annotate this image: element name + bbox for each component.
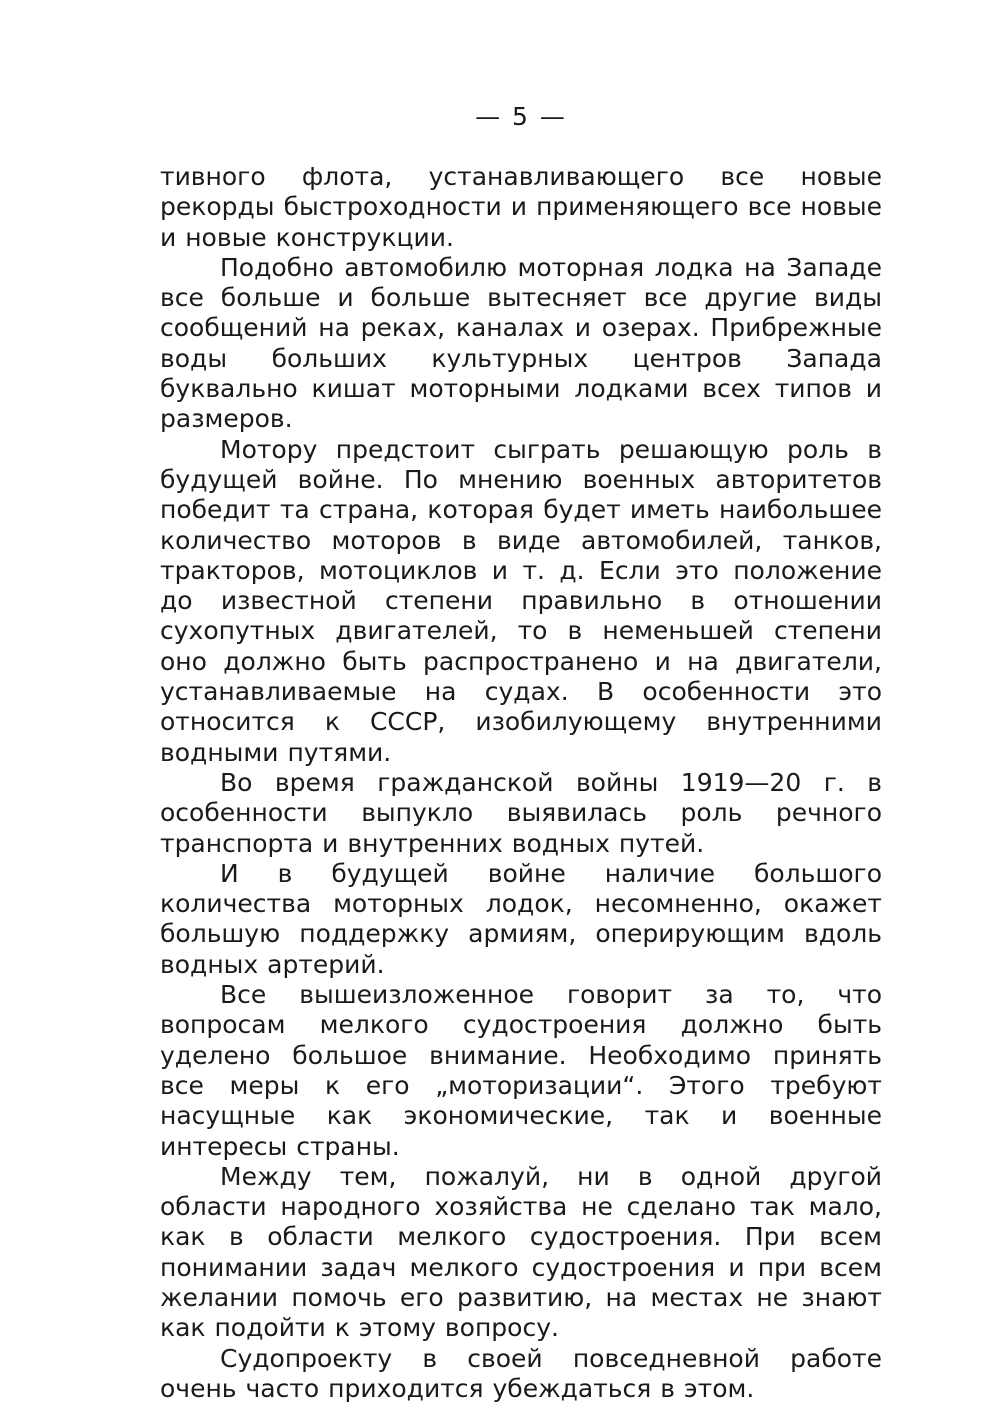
paragraph-continuation: тивного флота, устанавливающего все новые рекорды быстроходности и применяющего все новые и новые конструкции. — [160, 162, 882, 252]
book-page — [160, 100, 882, 1404]
paragraph-civil-war: Во время гражданской войны 1919—20 г. в особенности выпукло выявилась роль речного транспорта и внутренних водных путей. — [160, 767, 882, 858]
paragraph-future-war: И в будущей войне наличие большого количества моторных лодок, несомненно, окажет большую поддержку армиям, оперирующим вдоль водных артерий. — [160, 858, 882, 979]
page-number: — 5 — — [475, 102, 567, 131]
paragraph-little-done: Между тем, пожалуй, ни в одной другой области народного хозяйства не сделано так мало, как в области мелкого судостроения. При всем понимании задач мелкого судостроения и при всем желании помочь его развитию, на местах не знают как подойти к этому вопросу. — [160, 1161, 882, 1343]
paragraph-attention: Все вышеизложенное говорит за то, что вопросам мелкого судостроения должно быть уделено большое внимание. Необходимо принять все меры к его „моторизации“. Этого требуют насущные как экономические, так и военные интересы страны. — [160, 980, 882, 1161]
paragraph-sudoproekt: Судопроекту в своей повседневной работе очень часто приходится убеждаться в этом. — [160, 1343, 882, 1403]
paragraph-motor-war: Мотору предстоит сыграть решающую роль в будущей войне. По мнению военных авторитетов победит та страна, которая будет иметь наибольшее количество моторов в виде автомобилей, танков, тракторов, мотоциклов и т. д. Если это положение до известной степени правильно в отношении сухопутных двигателей, то в неменьшей степени оно должно быть распространено и на двигатели, устанавливаемые на судах. В особенности это относится к СССР, изобилующему внутренними водными путями. — [160, 434, 882, 767]
paragraph-motorboat-west: Подобно автомобилю моторная лодка на Западе все больше и больше вытесняет все другие виды сообщений на реках, каналах и озерах. Прибрежные воды больших культурных центров Запада буквально кишат моторными лодками всех типов и размеров. — [160, 252, 882, 434]
